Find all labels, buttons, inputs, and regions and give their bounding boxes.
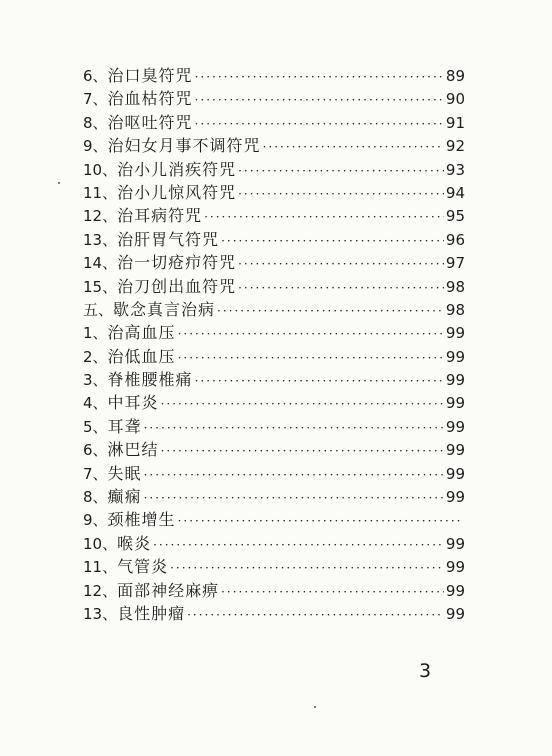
dot-leader	[195, 370, 444, 393]
toc-entry	[83, 321, 465, 344]
entry-page: 89	[445, 67, 465, 85]
entry-number: 1、	[83, 324, 108, 343]
entry-page: 99	[445, 488, 465, 507]
dot-leader	[221, 230, 444, 253]
entry-number: 13、	[83, 230, 118, 249]
toc-section-heading	[83, 298, 465, 321]
entry-title: 治呕吐符咒	[107, 112, 193, 132]
toc-entry	[83, 555, 465, 578]
entry-page: 99	[445, 371, 465, 390]
toc-entry	[83, 415, 465, 438]
entry-title: 治小儿惊风符咒	[117, 182, 237, 202]
entry-title: 治低血压	[107, 346, 176, 366]
entry-title: 良性肿瘤	[117, 603, 186, 623]
dot-leader	[238, 183, 444, 206]
entry-title: 失眠	[107, 463, 142, 483]
toc-entry	[83, 345, 465, 368]
toc-entry	[83, 251, 465, 274]
entry-page: 99	[445, 394, 465, 413]
entry-number: 10、	[83, 534, 118, 553]
dot-leader	[144, 464, 444, 487]
dot-leader	[153, 534, 444, 557]
entry-page: 99	[445, 324, 465, 343]
dot-leader	[195, 66, 444, 89]
entry-number: 9、	[83, 511, 108, 530]
entry-title: 治口臭符咒	[107, 66, 193, 85]
entry-title: 气管炎	[117, 557, 169, 577]
entry-page: 99	[445, 581, 465, 600]
toc-entry	[83, 462, 465, 485]
entry-page: 96	[445, 230, 465, 249]
toc-entry	[83, 204, 465, 227]
entry-number: 7、	[83, 90, 108, 109]
dot-leader	[170, 557, 444, 580]
entry-number: 14、	[83, 254, 118, 273]
entry-page: 99	[445, 604, 465, 623]
entry-title: 面部神经麻痹	[117, 580, 220, 600]
dot-leader	[161, 440, 444, 463]
entry-page: 99	[445, 534, 465, 553]
entry-title: 治刀创出血符咒	[117, 276, 237, 296]
dot-leader	[161, 393, 444, 416]
entry-page: 99	[445, 417, 465, 436]
toc-entry	[83, 87, 465, 110]
entry-title: 歇念真言治病	[113, 299, 216, 319]
entry-number: 3、	[83, 371, 108, 390]
entry-number: 4、	[83, 394, 108, 413]
toc-entry	[83, 64, 465, 87]
entry-title: 癫痫	[107, 487, 142, 507]
entry-number: 10、	[83, 160, 118, 179]
dot-leader	[238, 253, 444, 276]
entry-title: 治血枯符咒	[107, 89, 193, 109]
toc-entry	[83, 111, 465, 134]
dot-leader	[144, 417, 444, 440]
dot-leader	[238, 160, 444, 183]
toc-entry	[83, 134, 465, 157]
entry-title: 脊椎腰椎痛	[107, 370, 193, 390]
toc-entry	[83, 391, 465, 414]
entry-title: 治耳病符咒	[117, 206, 203, 226]
entry-page: 92	[445, 137, 465, 156]
entry-number: 6、	[83, 67, 108, 85]
dot-leader	[195, 89, 444, 112]
entry-number: 6、	[83, 441, 108, 460]
dot-leader	[178, 510, 463, 533]
entry-number: 12、	[83, 207, 118, 226]
entry-page: 90	[445, 90, 465, 109]
entry-title: 治妇女月事不调符咒	[107, 136, 261, 156]
entry-number: 8、	[83, 113, 108, 132]
entry-title: 颈椎增生	[107, 510, 176, 530]
entry-title: 中耳炎	[107, 393, 159, 413]
entry-title: 治一切疮疖符咒	[117, 253, 237, 273]
dot-leader	[204, 206, 444, 229]
entry-page: 94	[445, 183, 465, 202]
entry-title: 淋巴结	[107, 440, 159, 460]
toc-entry	[83, 181, 465, 204]
dot-leader	[144, 487, 444, 510]
toc-entry	[83, 579, 465, 602]
entry-page: 95	[445, 207, 465, 226]
dot-leader	[187, 604, 444, 627]
entry-page: 99	[445, 464, 465, 483]
toc-entry	[83, 275, 465, 298]
entry-number: 5、	[83, 417, 108, 436]
scan-speck	[58, 182, 60, 184]
dot-leader	[221, 581, 444, 604]
toc-entry	[83, 158, 465, 181]
entry-title: 耳聋	[107, 416, 142, 436]
entry-page: 97	[445, 254, 465, 273]
entry-page: 91	[445, 113, 465, 132]
entry-number: 13、	[83, 604, 118, 623]
dot-leader	[178, 323, 444, 346]
entry-number: 7、	[83, 464, 108, 483]
entry-title: 喉炎	[117, 533, 152, 553]
entry-number: 五、	[83, 300, 114, 319]
scan-speck	[314, 706, 316, 708]
toc-entry	[83, 368, 465, 391]
entry-number: 15、	[83, 277, 118, 296]
toc-entry	[83, 602, 465, 625]
toc-entry	[83, 532, 465, 555]
table-of-contents	[83, 64, 465, 625]
dot-leader	[263, 136, 444, 159]
entry-page: 99	[445, 347, 465, 366]
page-number: 3	[419, 660, 432, 682]
entry-page: 98	[445, 277, 465, 296]
entry-title: 治肝胃气符咒	[117, 229, 220, 249]
toc-entry	[83, 485, 465, 508]
entry-page: 98	[445, 300, 465, 319]
entry-number: 2、	[83, 347, 108, 366]
dot-leader	[238, 277, 444, 300]
toc-entry	[83, 438, 465, 461]
entry-number: 12、	[83, 581, 118, 600]
entry-title: 治高血压	[107, 323, 176, 343]
dot-leader	[178, 347, 444, 370]
entry-page: 99	[445, 558, 465, 577]
dot-leader	[217, 300, 444, 323]
entry-number: 9、	[83, 137, 108, 156]
entry-number: 8、	[83, 488, 108, 507]
entry-page: 99	[445, 441, 465, 460]
entry-title: 治小儿消疾符咒	[117, 159, 237, 179]
dot-leader	[195, 113, 444, 136]
entry-number: 11、	[83, 183, 118, 202]
toc-entry	[83, 228, 465, 251]
toc-entry	[83, 508, 465, 531]
entry-number: 11、	[83, 558, 118, 577]
entry-page: 93	[445, 160, 465, 179]
